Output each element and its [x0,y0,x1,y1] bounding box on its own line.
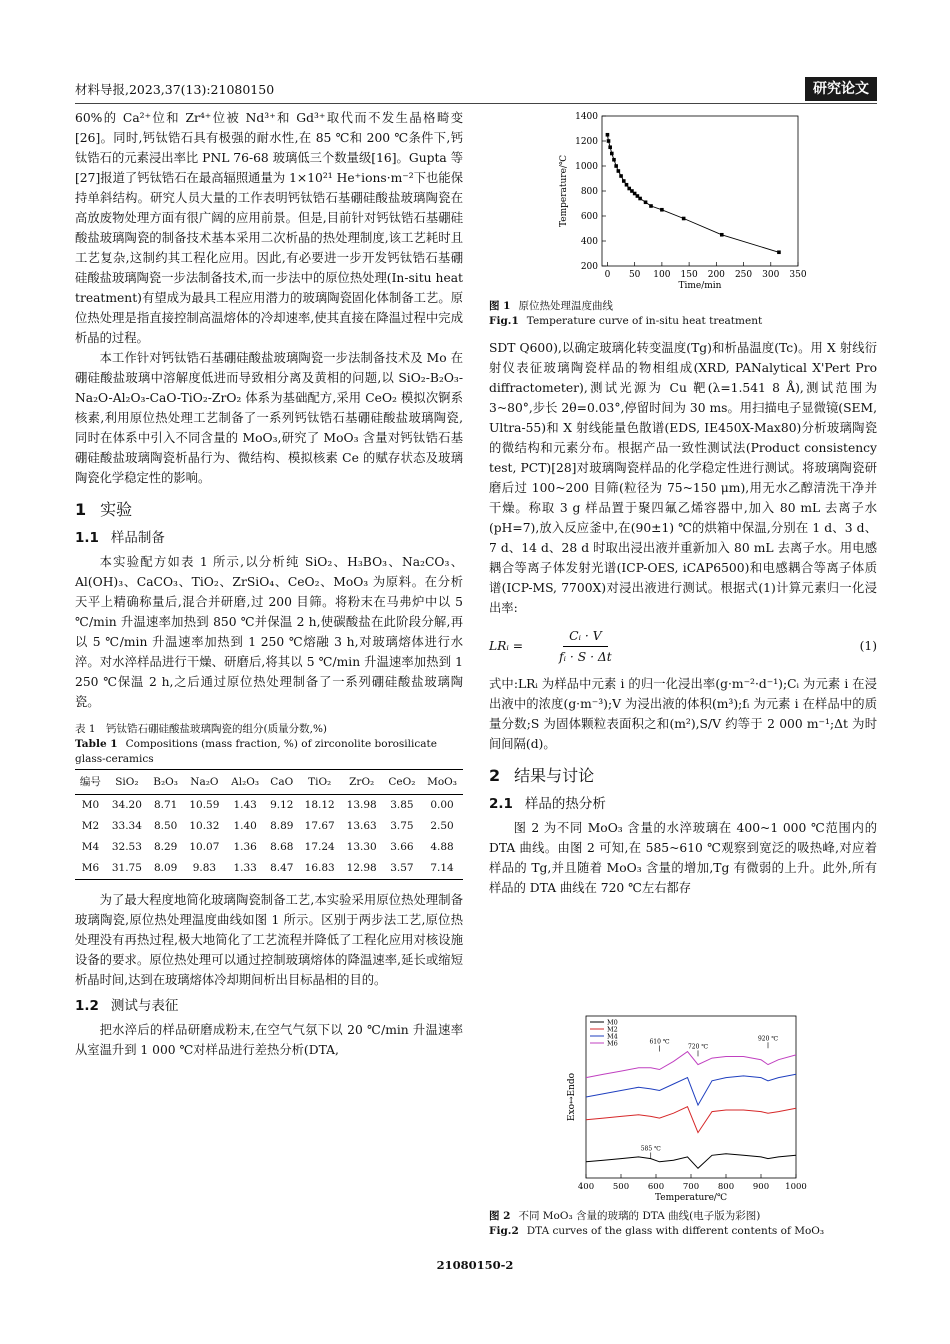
paragraph: 图 2 为不同 MoO₃ 含量的水淬玻璃在 400~1 000 ℃范围内的 DTA 曲线。由图 2 可知,在 585~610 ℃观察到宽泛的吸热峰,对应着样品的 Tg,并且随着 MoO₃ 含量的增加,Tg 有微弱的上升。此外,所有样品的 DTA 曲线在 720 ℃左右都存 [489,821,877,895]
table-cell: 13.63 [346,820,377,832]
legend-label: M2 [607,1025,618,1034]
subsection-heading: 2.1 样品的热分析 [489,796,606,812]
y-tick-label: 200 [580,262,598,272]
y-axis-label: Exo↔Endo [567,1072,577,1122]
table-cell: 18.12 [304,799,335,811]
x-tick-label: 500 [612,1182,630,1192]
table-row [75,795,463,817]
legend-label: M4 [607,1032,618,1041]
y-tick-label: 1000 [575,162,598,172]
paragraph: 式中:LRᵢ 为样品中元素 i 的归一化浸出率(g·m⁻²·d⁻¹);Cᵢ 为元素 i 在浸出液中的浓度(g·m⁻³);V 为浸出液的体积(m³);fᵢ 为元素 i 在样品中的质量分数;S 为固体颗粒表面积之和(m²),S/V 约等于 2 000 m⁻¹;Δt 为时间间隔(d)。 [489,677,877,751]
table-row [75,858,463,880]
paragraph: SDT Q600),以确定玻璃化转变温度(Tg)和析晶温度(Tc)。用 X 射线衍射仪表征玻璃陶瓷样品的物相组成(XRD, PANalytical X'Pert Pro diffractometer),测试光源为 Cu 靶(λ=1.541 8 Å),测试范围为 3~80°,步长 2θ=0.03°,停留时间为 30 ms。用扫描电子显微镜(SEM, Ultra-55)和 X 射线能量色散谱(EDS, IE450X-Max80)分析玻璃陶瓷的微结构和元素分布。根据产品一致性测试法(Product consistency test, PCT)[28]对玻璃陶瓷样品的化学稳定性进行测试。将玻璃陶瓷研磨后过 100~200 目筛(粒径为 75~150 μm),用无水乙醇清洗干净并干燥。称取 3 g 样品置于聚四氟乙烯容器中,加入 80 mL 去离子水(pH=7),放入反应釜中,在(90±1) ℃的烘箱中保温,分别在 1 d、3 d、7 d、14 d、28 d 时取出浸出液并重新加入 80 mL 去离子水。用电感耦合等离子体发射光谱(ICP-OES, iCAP6500)和电感耦合等离子体质谱(ICP-MS, 7700X)对浸出液进行测试。根据式(1)计算元素归一化浸出率: [489,341,877,615]
table-cell: M4 [81,841,100,853]
dta-curve-m2 [586,1107,796,1133]
table-cell: 7.14 [421,858,463,880]
table-header-cell: Na₂O [183,770,225,795]
data-point [644,200,648,204]
table-cell: 1.33 [225,858,264,880]
table-cell: 1.36 [233,841,257,853]
dta-curve-m6 [586,1052,796,1078]
y-tick-label: 400 [580,237,598,247]
x-tick-label: 200 [707,270,725,280]
table-cell: 33.34 [111,820,142,832]
annotation-label: 720 ℃ [687,1043,709,1051]
table-cell: 12.98 [341,858,383,880]
data-point [625,183,629,187]
table-cell: 16.83 [299,858,341,880]
data-point [617,169,621,173]
paragraph: 60%的 Ca²⁺位和 Zr⁴⁺位被 Nd³⁺和 Gd³⁺取代而不发生晶格畸变[26]。同时,钙钛锆石具有极强的耐水性,在 85 ℃和 200 ℃条件下,钙钛锆石的元素浸出率比 PNL 76-68 玻璃低三个数量级[16]。Gupta 等[27]报道了钙钛锆石在最高辐照通量为 1×10²¹ He⁺ions·m⁻²下也能保持单斜结构。研究人员大量的工作表明钙钛锆石基硼硅酸盐玻璃陶瓷在高放废物处理方面有很广阔的应用前景。但是,目前针对钙钛锆石基硼硅酸盐玻璃陶瓷的制备技术基本采用二次析晶的热处理制度,该工艺耗时且工艺复杂,这制约其工程化应用。因此,有必要进一步开发钙钛锆石基硼硅酸盐玻璃陶瓷一步法制备技术,而一步法中的原位热处理(In-situ heat treatment)有望成为最具工程应用潜力的玻璃陶瓷固化体制备工艺。原位热处理是指直接控制高温熔体的冷却速率,使其直接在降温过程中完成析晶的过程。 [75,111,463,345]
temperature-curve-chart [540,108,820,300]
x-tick-label: 150 [680,270,698,280]
section-heading: 2 结果与讨论 [489,766,595,785]
x-tick-label: 600 [647,1182,665,1192]
table-cell: 8.50 [153,820,178,832]
x-axis-label: Temperature/℃ [654,1193,728,1203]
x-tick-label: 900 [752,1182,770,1192]
paragraph: 本工作针对钙钛锆石基硼硅酸盐玻璃陶瓷一步法制备技术及 Mo 在硼硅酸盐玻璃中溶解度低进而导致相分离及黄相的问题,以 SiO₂-B₂O₃-Na₂O-Al₂O₃-CaO-TiO₂-ZrO₂ 体系为基础配方,采用 CeO₂ 模拟次锕系核素,利用原位热处理工艺制备了一系列钙钛锆石基硼硅酸盐玻璃陶瓷,同时在体系中引入不同含量的 MoO₃,研究了 MoO₃ 含量对钙钛锆石基硼硅酸盐玻璃陶瓷析晶行为、微结构、模拟核素 Ce 的赋存状态及玻璃陶瓷化学稳定性的影响。 [75,351,463,485]
y-tick-label: 1400 [575,112,598,122]
table-cell: 9.12 [270,799,294,811]
data-point [649,204,653,208]
table-header-cell: 编号 [75,770,106,795]
data-point [622,179,626,183]
table-cell: 34.20 [111,799,142,811]
table-cell: 8.09 [148,858,183,880]
table-cell: 8.71 [153,799,178,811]
data-point [612,158,616,162]
table-cell: 10.07 [189,841,220,853]
paragraph: 本实验配方如表 1 所示,以分析纯 SiO₂、H₃BO₃、Na₂CO₃、Al(OH)₃、CaCO₃、TiO₂、ZrSiO₄、CeO₂、MoO₃ 为原料。在分析天平上精确称量后,混合并研磨,过 200 目筛。将粉末在马弗炉中以 5 ℃/min 升温速率加热到 850 ℃并保温 2 h,使碳酸盐在此阶段分解,再以 5 ℃/min 升温速率加热到 1 250 ℃熔融 3 h,对玻璃熔体进行水淬。对水淬样品进行干燥、研磨后,将其以 5 ℃/min 升温速率加热到 1 250 ℃保温 2 h,之后通过原位热处理制备了一系列硼硅酸盐玻璃陶瓷。 [75,555,463,709]
section-tag: 研究论文 [805,77,877,101]
table-cell: 13.98 [346,799,377,811]
table-cell: 9.83 [183,858,225,880]
x-tick-label: 800 [717,1182,735,1192]
table-header-cell: TiO₂ [299,770,341,795]
x-tick-label: 250 [734,270,753,280]
legend-label: M6 [607,1039,618,1048]
x-tick-label: 50 [628,270,641,280]
x-tick-label: 400 [577,1182,595,1192]
table-header-cell: ZrO₂ [341,770,383,795]
table-header-cell: CeO₂ [383,770,421,795]
y-axis-label: Temperature/℃ [559,154,569,228]
subsection-heading: 1.2 测试与表征 [75,998,179,1014]
data-point [638,197,642,201]
table-row [75,837,463,858]
x-tick-label: 300 [762,270,780,280]
table-cell: 3.85 [390,799,414,811]
table-caption: 表 1 钙钛锆石硼硅酸盐玻璃陶瓷的组分(质量分数,%) Table 1 Compositions (mass fraction, %) of zirconolite borosilicate glass-ceramics [75,723,437,765]
x-tick-label: 1000 [785,1182,807,1192]
header-rule [75,103,877,104]
y-tick-label: 1200 [575,137,598,147]
data-point [720,233,724,237]
table-cell: 4.88 [430,841,454,853]
table-cell: 3.66 [390,841,414,853]
table-cell: 3.75 [390,820,414,832]
table-cell: 13.30 [346,841,377,853]
table-cell: 10.59 [189,799,220,811]
equation: LRᵢ = $\frac{\text{Cᵢ · V}}{\text{fᵢ · S · Δt}}$ (1) [489,626,877,666]
table-cell: 8.68 [270,841,294,853]
table-cell: 2.50 [430,820,454,832]
table-cell: 17.24 [304,841,335,853]
table-cell: 10.32 [189,820,220,832]
table-cell: 17.67 [304,820,335,832]
legend-label: M0 [607,1018,618,1027]
x-tick-label: 100 [653,270,671,280]
annotation-label: 920 ℃ [757,1035,779,1043]
data-point [610,152,614,156]
table-header-cell: MoO₃ [421,770,463,795]
table-header-cell: CaO [265,770,299,795]
table-cell: M0 [81,799,100,811]
composition-table [75,769,463,880]
paragraph: 把水淬后的样品研磨成粉末,在空气气氛下以 20 ℃/min 升温速率从室温升到 1 000 ℃对样品进行差热分析(DTA, [75,1023,463,1057]
figure-caption: 图 2 不同 MoO₃ 含量的玻璃的 DTA 曲线(电子版为彩图) Fig.2 DTA curves of the glass with different contents of MoO₃ [489,1210,825,1237]
dta-curves-chart [560,1010,807,1210]
data-point [777,250,781,254]
table-row [75,816,463,837]
table-cell: 32.53 [111,841,142,853]
data-point [608,145,612,149]
right-column [489,338,877,898]
data-point [607,139,611,143]
table-cell: 1.43 [233,799,257,811]
data-point [606,133,610,137]
dta-curve-m0 [586,1154,796,1169]
table-cell: 8.47 [265,858,299,880]
table-cell: M2 [81,820,100,832]
data-point [614,164,618,168]
x-tick-label: 700 [682,1182,700,1192]
journal-citation: 材料导报,2023,37(13):21080150 [75,82,275,97]
table-header-cell: SiO₂ [106,770,148,795]
annotation-label: 610 ℃ [649,1038,670,1046]
table-cell: M6 [75,858,106,880]
x-tick-label: 0 [604,270,611,280]
table-cell: 8.29 [153,841,178,853]
data-point [619,174,623,178]
subsection-heading: 1.1 样品制备 [75,530,165,546]
page-number: 21080150-2 [436,1258,514,1272]
table-header-cell: Al₂O₃ [225,770,264,795]
section-heading: 1 实验 [75,500,133,519]
data-point [682,217,686,221]
table-cell: 31.75 [106,858,148,880]
table-cell: 8.89 [270,820,294,832]
table-cell: 3.57 [383,858,421,880]
x-axis-label: Time/min [678,281,722,291]
y-tick-label: 600 [580,212,598,222]
table-cell: 1.40 [233,820,257,832]
table-header-cell: B₂O₃ [148,770,183,795]
annotation-label: 585 ℃ [640,1145,661,1153]
x-tick-label: 350 [789,270,807,280]
dta-curve-m4 [586,1074,796,1105]
figure-caption: 图 1 原位热处理温度曲线 Fig.1 Temperature curve of in-situ heat treatment [489,300,763,327]
y-tick-label: 800 [580,187,598,197]
data-point [660,208,664,212]
paragraph: 为了最大程度地简化玻璃陶瓷制备工艺,本实验采用原位热处理制备玻璃陶瓷,原位热处理温度曲线如图 1 所示。区别于两步法工艺,原位热处理没有再热过程,极大地简化了工艺流程并降低了工程化应用对核设施设备的要求。原位热处理可以通过控制玻璃熔体的降温速率,延长或缩短析晶时间,达到在玻璃熔体冷却期间析出目标晶相的目的。 [75,893,463,987]
left-column [75,108,463,1060]
table-cell: 0.00 [430,799,454,811]
